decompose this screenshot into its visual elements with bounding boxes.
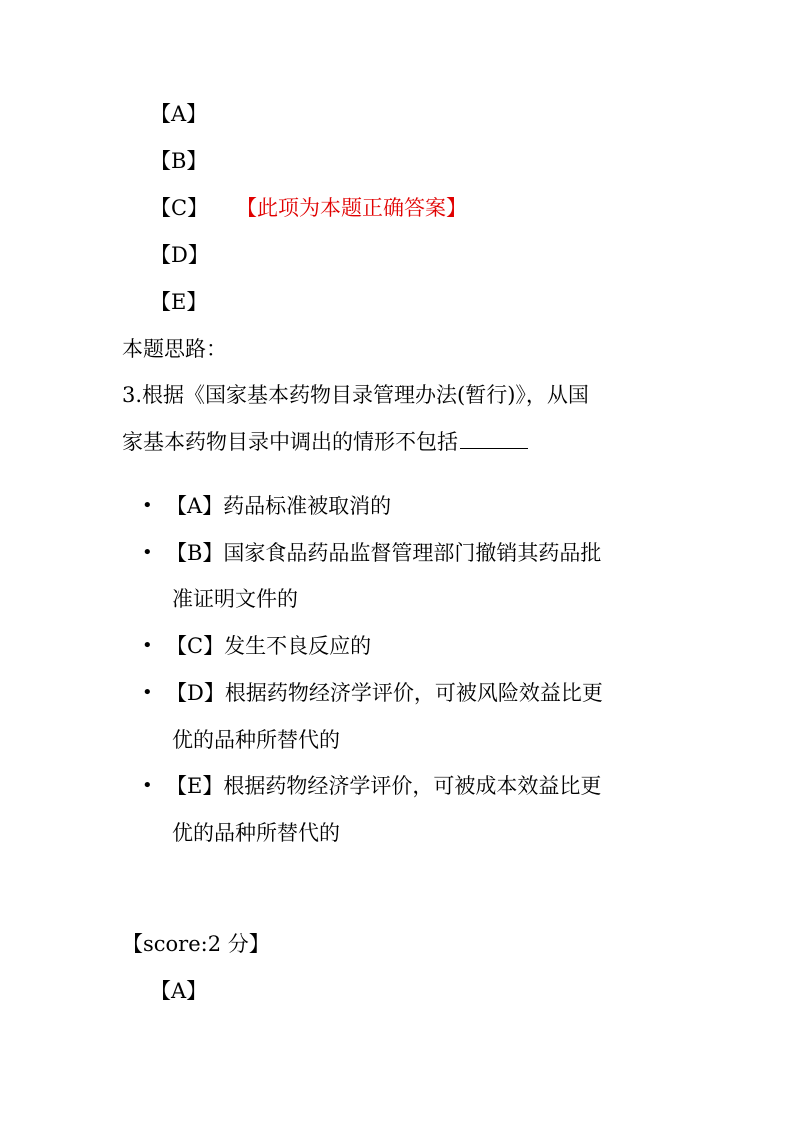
answer-option-b: 【B】: [150, 149, 208, 173]
question-text-line1: 3.根据《国家基本药物目录管理办法(暂行)》，从国: [122, 383, 589, 407]
option-item-e: [142, 772, 702, 800]
thinking-label: 本题思路：: [122, 337, 227, 361]
answer-option-d: 【D】: [150, 243, 209, 267]
option-item-c: [142, 632, 702, 660]
option-item-a: [142, 492, 702, 520]
correct-answer-flag: 【此项为本题正确答案】: [236, 196, 467, 220]
option-text-continued: 优的品种所替代的: [172, 728, 340, 752]
next-answer-option-a: 【A】: [150, 979, 208, 1003]
option-text-continued: 准证明文件的: [172, 587, 298, 611]
answer-option-c: 【C】: [150, 196, 209, 220]
answer-blank: [460, 428, 528, 449]
bullet-icon: •: [142, 682, 153, 703]
question-text-line2-content: 家基本药物目录中调出的情形不包括: [122, 430, 458, 454]
option-text: 【D】根据药物经济学评价，可被风险效益比更: [166, 681, 603, 705]
option-text: 【C】发生不良反应的: [166, 634, 372, 658]
option-item-d: [142, 679, 702, 707]
bullet-icon: •: [142, 775, 153, 796]
score-label: 【score:2 分】: [122, 932, 270, 956]
bullet-icon: •: [142, 542, 153, 563]
option-text: 【E】根据药物经济学评价，可被成本效益比更: [166, 774, 602, 798]
answer-option-a: 【A】: [150, 102, 208, 126]
answer-option-e: 【E】: [150, 290, 208, 314]
option-item-b: [142, 539, 702, 567]
option-text: 【A】药品标准被取消的: [166, 494, 392, 518]
option-text: 【B】国家食品药品监督管理部门撤销其药品批: [166, 541, 602, 565]
question-text-line2: [122, 428, 528, 456]
option-text-continued: 优的品种所替代的: [172, 821, 340, 845]
bullet-icon: •: [142, 495, 153, 516]
bullet-icon: •: [142, 635, 153, 656]
